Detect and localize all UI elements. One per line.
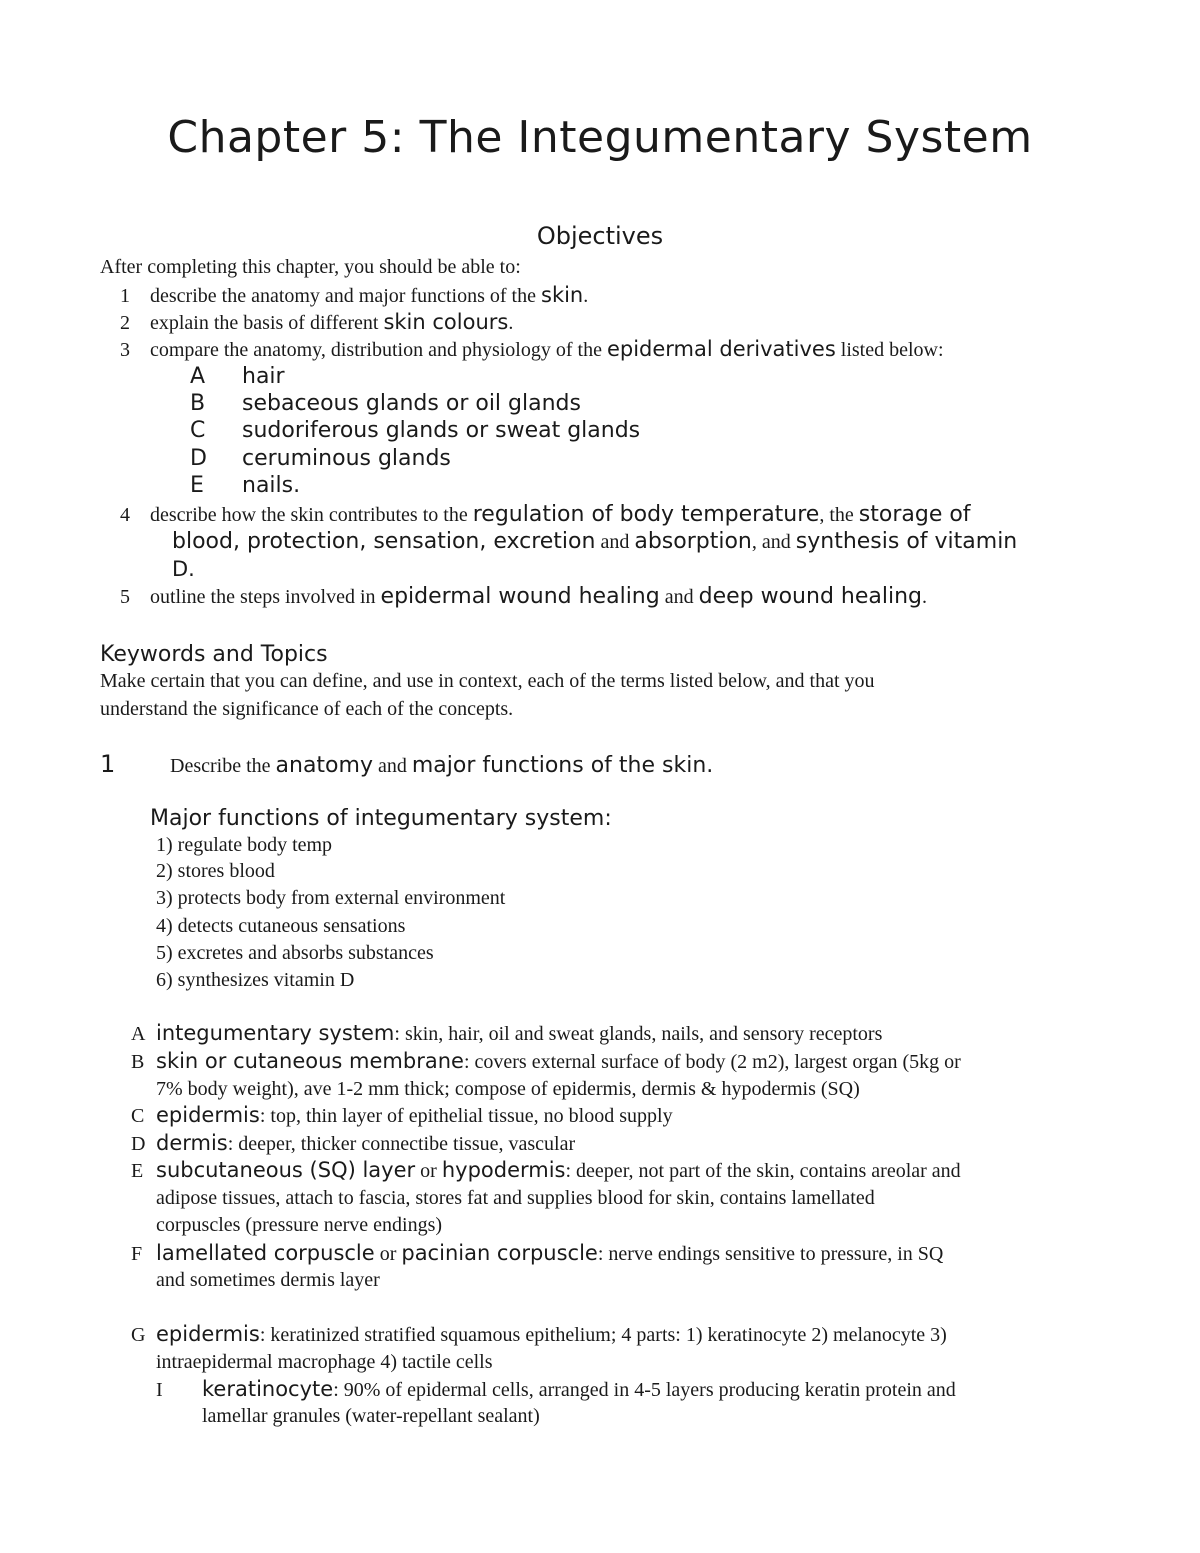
function-item: 3) protects body from external environment: [156, 887, 506, 909]
term-e-line-2: adipose tissues, attach to fascia, stores fat and supplies blood for skin, contains lamellated: [156, 1187, 875, 1209]
term-letter: E: [131, 1160, 144, 1182]
term-name: lamellated corpuscle: [156, 1241, 375, 1265]
term-name: subcutaneous (SQ) layer: [156, 1158, 416, 1182]
term-d: [156, 1131, 575, 1156]
objectives-heading: Objectives: [536, 222, 664, 250]
keywords-text-line-2: understand the significance of each of the concepts.: [100, 698, 514, 720]
term-definition: : covers external surface of body (2 m2), largest organ (5kg or: [463, 1051, 961, 1073]
term-letter: A: [131, 1023, 146, 1045]
objective-keyword: skin colours: [383, 310, 509, 334]
keywords-text-line-1: Make certain that you can define, and use in context, each of the terms listed below, and that you: [100, 670, 875, 692]
term-definition: : deeper, thicker connectibe tissue, vascular: [227, 1133, 576, 1155]
term-letter: I: [156, 1379, 163, 1401]
term-name: integumentary system: [156, 1021, 395, 1045]
term-letter: F: [131, 1243, 143, 1265]
term-letter: B: [131, 1051, 145, 1073]
objective-number: 3: [120, 339, 130, 361]
term-name: dermis: [156, 1131, 228, 1155]
term-definition: : skin, hair, oil and sweat glands, nails, and sensory receptors: [394, 1023, 883, 1045]
objective-keyword: skin: [541, 283, 584, 307]
objective-1: 1 describe the anatomy and major functions of the skin.: [120, 283, 589, 307]
derivative-letter: E: [190, 473, 204, 498]
objective-keyword: regulation of body temperature: [472, 502, 820, 527]
function-item: 5) excretes and absorbs substances: [156, 942, 434, 964]
derivative-item: [190, 418, 640, 443]
term-i: [202, 1377, 956, 1402]
term-f-line-2: and sometimes dermis layer: [156, 1269, 380, 1291]
term-c: [156, 1103, 673, 1128]
objective-keyword: epidermal wound healing: [380, 584, 660, 609]
keywords-heading: Keywords and Topics: [100, 642, 328, 667]
objective-4: 4 describe how the skin contributes to the regulation of body temperature, the storage of: [120, 502, 971, 527]
objective-keyword: synthesis of vitamin: [795, 529, 1018, 554]
section-1-heading: 1 Describe the anatomy and major functions of the skin.: [100, 750, 714, 778]
term-a: [156, 1021, 882, 1046]
function-item: 6) synthesizes vitamin D: [156, 969, 355, 991]
term-b: [156, 1049, 961, 1074]
function-item: 1) regulate body temp: [156, 834, 333, 856]
derivative-item: [190, 446, 451, 471]
page-title: Chapter 5: The Integumentary System: [167, 112, 1033, 163]
objective-text: compare the anatomy, distribution and physiology of the: [150, 339, 607, 361]
derivative-letter: C: [190, 418, 206, 443]
objective-2: 2 explain the basis of different skin colours.: [120, 310, 514, 334]
objective-5: 5 outline the steps involved in epidermal wound healing and deep wound healing.: [120, 584, 927, 609]
derivative-text: nails.: [242, 473, 301, 498]
objective-keyword: epidermal derivatives: [606, 337, 836, 361]
term-g-line-2: intraepidermal macrophage 4) tactile cells: [156, 1351, 493, 1373]
objectives-intro: After completing this chapter, you should be able to:: [100, 256, 521, 278]
derivative-letter: B: [190, 391, 206, 416]
derivative-item: [190, 473, 300, 498]
objective-number: 1: [120, 285, 130, 307]
term-name: pacinian corpuscle: [401, 1241, 598, 1265]
section-keyword: major functions of the skin.: [411, 753, 714, 778]
derivative-letter: D: [190, 446, 207, 471]
objective-keyword: storage of: [858, 502, 971, 527]
term-e-line-3: corpuscles (pressure nerve endings): [156, 1214, 443, 1236]
term-definition: : nerve endings sensitive to pressure, in SQ: [597, 1243, 944, 1265]
term-e: subcutaneous (SQ) layer or hypodermis: deeper, not part of the skin, contains areolar and: [156, 1158, 961, 1182]
objective-text: explain the basis of different: [150, 312, 384, 334]
derivative-item: [190, 364, 285, 389]
section-keyword: anatomy: [275, 753, 373, 778]
term-name: epidermis: [156, 1322, 260, 1346]
term-letter: D: [131, 1133, 146, 1155]
term-name: epidermis: [156, 1103, 260, 1127]
objective-4-line-3: D.: [172, 557, 195, 581]
term-definition: : keratinized stratified squamous epithelium; 4 parts: 1) keratinocyte 2) melanocyte 3): [259, 1324, 947, 1346]
objective-text: describe the anatomy and major functions of the: [150, 285, 541, 307]
objective-4-line-2: blood, protection, sensation, excretion and absorption, and synthesis of vitamin: [172, 529, 1018, 554]
objective-number: 2: [120, 312, 130, 334]
derivative-text: hair: [242, 364, 285, 389]
objective-number: 5: [120, 586, 130, 608]
term-i-line-2: lamellar granules (water-repellant sealant): [202, 1405, 540, 1427]
functions-heading: Major functions of integumentary system:: [150, 806, 612, 831]
term-definition: : top, thin layer of epithelial tissue, no blood supply: [259, 1105, 673, 1127]
objective-number: 4: [120, 504, 130, 526]
function-item: 4) detects cutaneous sensations: [156, 915, 406, 937]
term-name: keratinocyte: [202, 1377, 334, 1401]
derivative-letter: A: [190, 364, 206, 389]
objective-keyword: deep wound healing: [698, 584, 922, 609]
term-name: skin or cutaneous membrane: [156, 1049, 464, 1073]
objective-keyword: absorption: [634, 529, 752, 554]
section-number: 1: [100, 750, 116, 778]
term-f: lamellated corpuscle or pacinian corpuscle: nerve endings sensitive to pressure, in SQ: [156, 1241, 944, 1265]
term-definition: : deeper, not part of the skin, contains areolar and: [565, 1160, 961, 1182]
derivative-text: sudoriferous glands or sweat glands: [242, 418, 641, 443]
function-item: 2) stores blood: [156, 860, 275, 882]
term-letter: G: [131, 1324, 146, 1346]
term-letter: C: [131, 1105, 145, 1127]
derivative-item: [190, 391, 581, 416]
objective-3: 3 compare the anatomy, distribution and physiology of the epidermal derivatives listed below:: [120, 337, 944, 361]
term-name: hypodermis: [441, 1158, 566, 1182]
derivative-text: ceruminous glands: [242, 446, 451, 471]
objective-keyword: blood, protection, sensation, excretion: [172, 529, 596, 554]
term-b-line-2: 7% body weight), ave 1-2 mm thick; compose of epidermis, dermis & hypodermis (SQ): [156, 1078, 860, 1100]
derivative-text: sebaceous glands or oil glands: [242, 391, 581, 416]
term-definition: : 90% of epidermal cells, arranged in 4-5 layers producing keratin protein and: [333, 1379, 956, 1401]
term-g: [156, 1322, 947, 1347]
